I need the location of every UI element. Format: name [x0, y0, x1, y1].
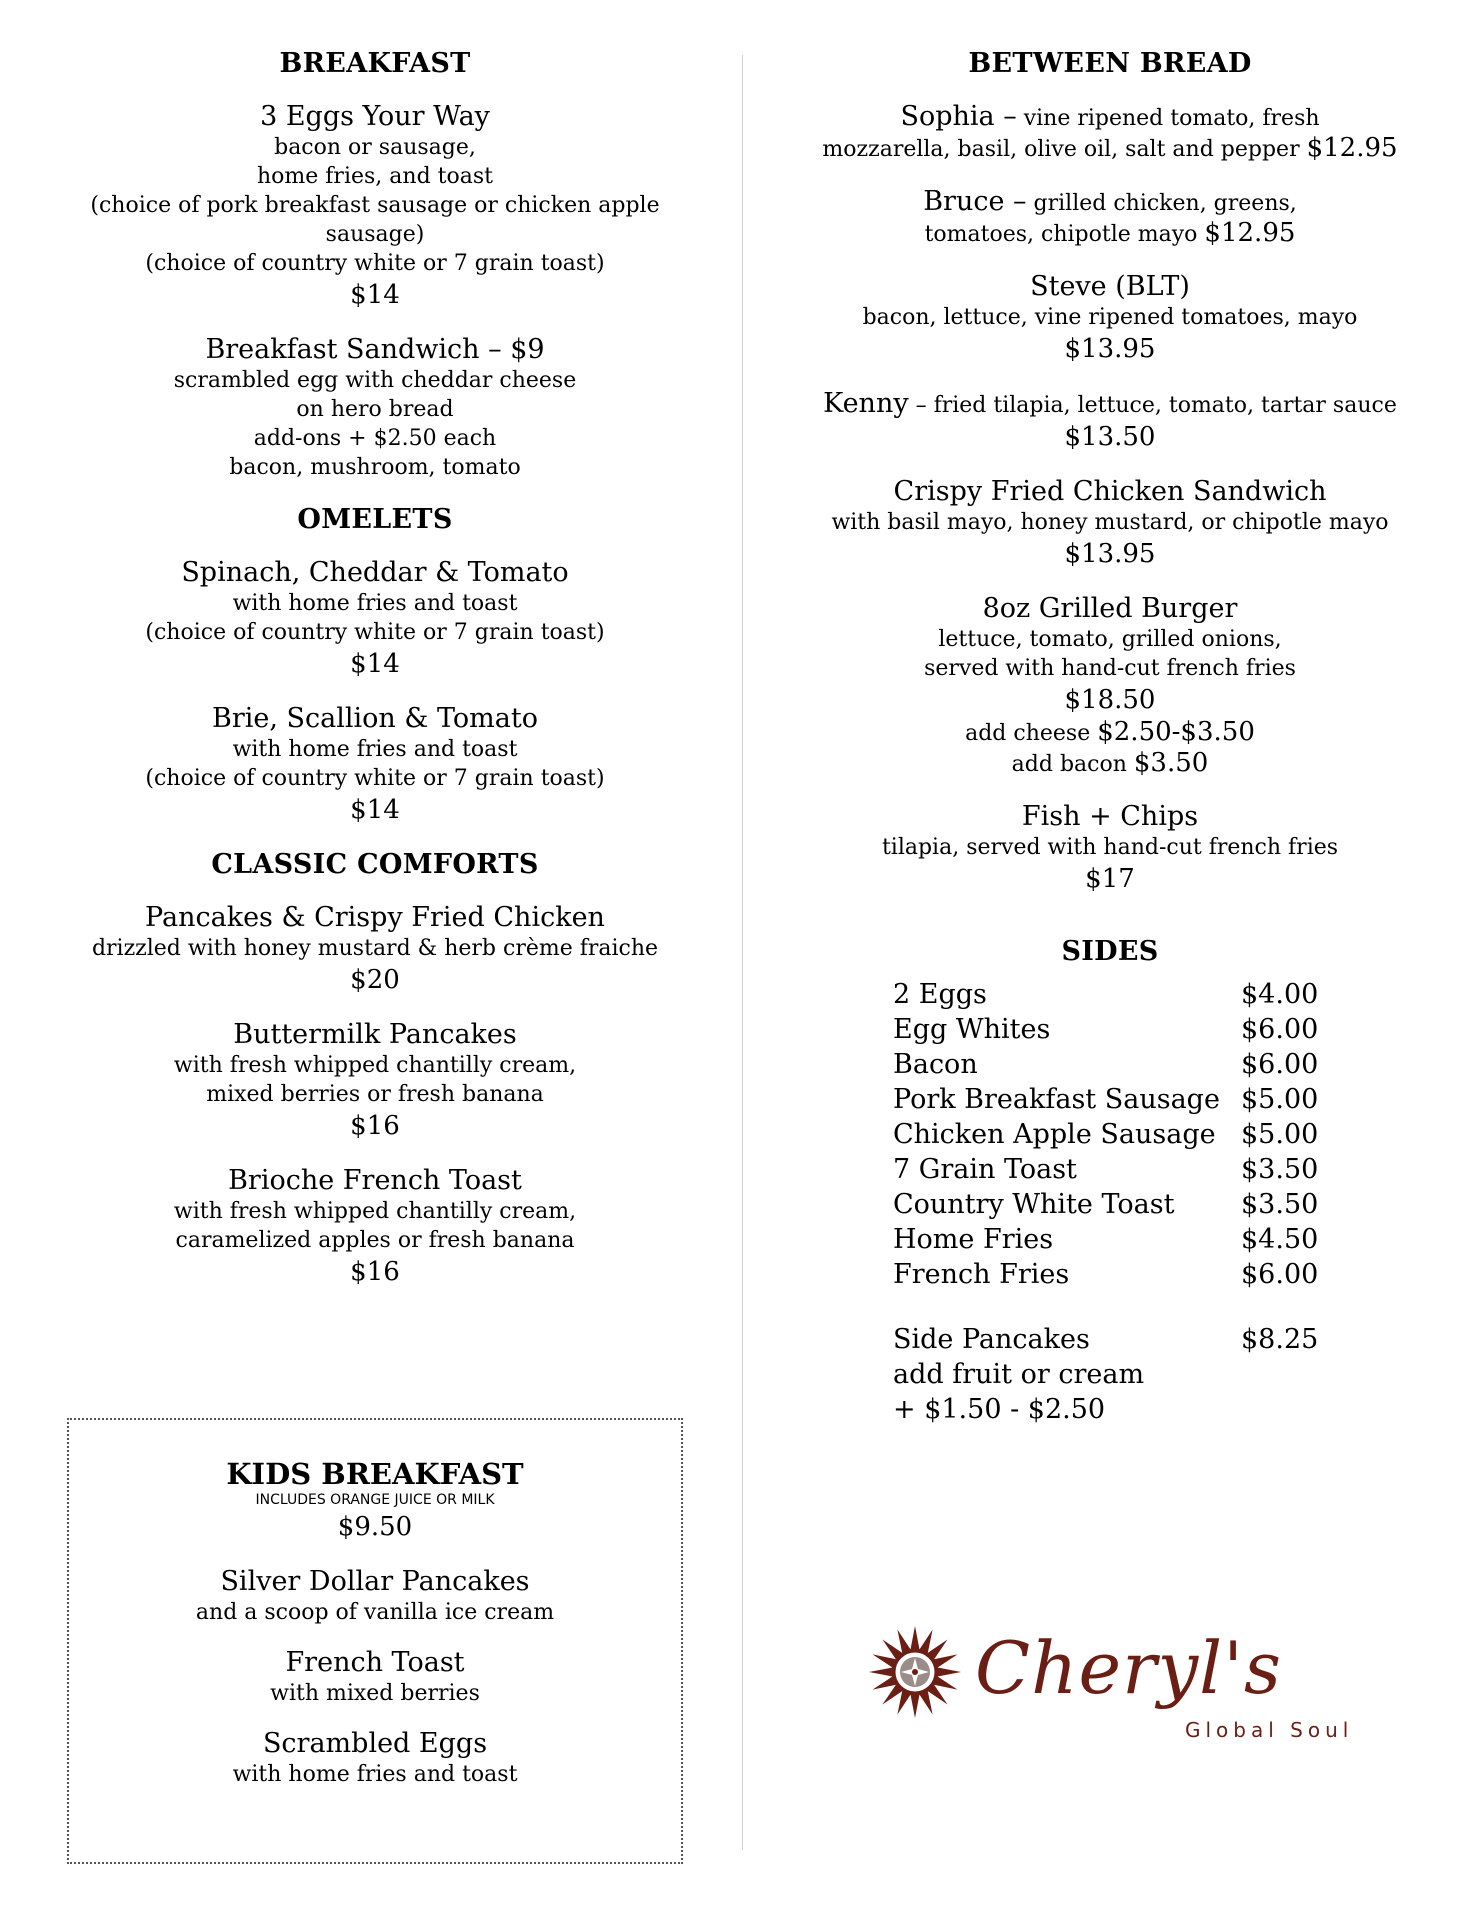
side-name: French Fries: [893, 1259, 1070, 1290]
addon-label: add cheese: [965, 721, 1098, 746]
item-desc: tomatoes, chipotle mayo: [924, 222, 1205, 247]
item-price: $17: [1085, 864, 1135, 894]
side-name: Country White Toast: [893, 1189, 1175, 1220]
side-row: [893, 1222, 1400, 1257]
item-desc: (choice of pork breakfast sausage or chicken apple sausage): [90, 193, 660, 247]
section-title-classic-comforts: CLASSIC COMFORTS: [211, 849, 539, 880]
item-price: $12.95: [1204, 218, 1296, 248]
kids-breakfast-box: [67, 1418, 683, 1864]
menu-item: [69, 1728, 681, 1789]
side-name: Bacon: [893, 1049, 978, 1080]
side-price: $3.50: [1241, 1154, 1319, 1185]
menu-item: [40, 902, 710, 997]
side-row: [893, 1187, 1400, 1222]
item-desc: with fresh whipped chantilly cream,: [173, 1053, 577, 1078]
side-price: $4.00: [1241, 979, 1319, 1010]
right-column: [820, 48, 1400, 1427]
section-title-breakfast: BREAKFAST: [279, 48, 471, 79]
item-name: Bruce –: [923, 186, 1027, 217]
sides-list: [893, 977, 1400, 1427]
item-name: Spinach, Cheddar & Tomato: [181, 557, 569, 588]
side-name: 7 Grain Toast: [893, 1154, 1077, 1185]
item-desc: tilapia, served with hand-cut french fries: [881, 835, 1339, 860]
section-title-kids-breakfast: KIDS BREAKFAST: [226, 1457, 524, 1491]
side-row: [893, 1257, 1400, 1292]
item-price: $13.50: [1064, 422, 1156, 452]
item-name: Crispy Fried Chicken Sandwich: [893, 476, 1327, 507]
addon-label: add bacon: [1011, 752, 1134, 777]
item-name: Scrambled Eggs: [262, 1728, 488, 1759]
item-desc: and a scoop of vanilla ice cream: [195, 1600, 555, 1625]
side-row: [893, 1082, 1400, 1117]
item-desc: (choice of country white or 7 grain toast): [145, 251, 605, 276]
item-name: Fish + Chips: [1021, 801, 1199, 832]
item-desc: lettuce, tomato, grilled onions,: [938, 627, 1282, 652]
item-desc: (choice of country white or 7 grain toast): [145, 620, 605, 645]
side-row: [893, 1047, 1400, 1082]
item-desc: on hero bread: [296, 397, 454, 422]
menu-item: [40, 1165, 710, 1289]
item-desc: scrambled egg with cheddar cheese: [173, 368, 577, 393]
item-price: $18.50: [1064, 685, 1156, 715]
addon-price: $3.50: [1133, 748, 1209, 778]
menu-item: [69, 1647, 681, 1708]
menu-item-steve: [820, 271, 1400, 366]
logo-tagline: Global Soul: [1185, 1718, 1354, 1742]
menu-item-bruce: [820, 186, 1400, 249]
item-name: Silver Dollar Pancakes: [220, 1566, 530, 1597]
item-desc: with fresh whipped chantilly cream,: [173, 1199, 577, 1224]
item-price: $16: [350, 1111, 400, 1141]
item-desc: – fried tilapia, lettuce, tomato, tartar sauce: [908, 393, 1397, 418]
side-price: $5.00: [1241, 1084, 1319, 1115]
side-price: $3.50: [1241, 1189, 1319, 1220]
menu-item-crispy-chicken: [820, 476, 1400, 571]
side-price: $6.00: [1241, 1259, 1319, 1290]
item-name: French Toast: [285, 1647, 465, 1678]
item-name: Brioche French Toast: [228, 1165, 522, 1196]
item-desc: served with hand-cut french fries: [924, 656, 1296, 681]
item-price: $20: [350, 965, 400, 995]
item-desc: with mixed berries: [270, 1681, 480, 1706]
side-note: add fruit or cream: [893, 1359, 1145, 1390]
addon-price: $2.50-$3.50: [1097, 717, 1255, 747]
menu-item: [40, 1019, 710, 1143]
kids-subtitle: INCLUDES ORANGE JUICE OR MILK: [255, 1492, 495, 1508]
item-desc: (choice of country white or 7 grain toast): [145, 766, 605, 791]
item-price: $14: [350, 649, 400, 679]
item-price: $16: [350, 1257, 400, 1287]
item-price: $13.95: [1064, 539, 1156, 569]
item-name: Steve (BLT): [1030, 271, 1190, 302]
menu-item-fish-chips: [820, 801, 1400, 896]
side-name: Pork Breakfast Sausage: [893, 1084, 1220, 1115]
item-desc: add-ons + $2.50 each: [253, 426, 497, 451]
side-price: $5.00: [1241, 1119, 1319, 1150]
menu-item: [40, 101, 710, 312]
side-row: [893, 1117, 1400, 1152]
item-name: Brie, Scallion & Tomato: [212, 703, 538, 734]
item-name: Sophia –: [900, 101, 1017, 132]
side-row: [893, 1152, 1400, 1187]
side-name: Side Pancakes: [893, 1324, 1090, 1355]
item-desc: with home fries and toast: [232, 737, 518, 762]
menu-item-burger: [820, 593, 1400, 779]
item-price: $14: [350, 795, 400, 825]
item-desc: with basil mayo, honey mustard, or chipotle mayo: [831, 510, 1389, 535]
menu-item-sophia: [820, 101, 1400, 164]
side-price: $4.50: [1241, 1224, 1319, 1255]
item-name: Kenny: [823, 388, 909, 419]
side-name: Egg Whites: [893, 1014, 1051, 1045]
item-desc: bacon or sausage,: [274, 135, 476, 160]
menu-item: [40, 703, 710, 827]
item-desc: grilled chicken, greens,: [1026, 191, 1297, 216]
logo-script-text: Cheryl's: [975, 1626, 1282, 1710]
side-name: 2 Eggs: [893, 979, 987, 1010]
side-price: $8.25: [1241, 1324, 1319, 1355]
menu-item: [40, 334, 710, 482]
section-title-sides: SIDES: [1061, 936, 1159, 967]
side-price: $6.00: [1241, 1014, 1319, 1045]
sun-emblem-icon: [865, 1622, 965, 1722]
menu-item: [69, 1566, 681, 1627]
side-price: $6.00: [1241, 1049, 1319, 1080]
side-row: [893, 977, 1400, 1012]
item-name: Breakfast Sandwich – $9: [205, 334, 545, 365]
side-row: [893, 1012, 1400, 1047]
item-name: Buttermilk Pancakes: [233, 1019, 517, 1050]
cheryls-logo: [865, 1622, 1365, 1752]
item-name: 3 Eggs Your Way: [260, 101, 490, 132]
menu-item-kenny: [820, 388, 1400, 454]
kids-price: $9.50: [337, 1512, 413, 1542]
item-price: $12.95: [1306, 133, 1398, 163]
item-desc: caramelized apples or fresh banana: [175, 1228, 575, 1253]
item-desc: mozzarella, basil, olive oil, salt and pepper: [822, 137, 1307, 162]
item-desc: bacon, lettuce, vine ripened tomatoes, mayo: [862, 305, 1358, 330]
item-price: $14: [350, 280, 400, 310]
side-note: + $1.50 - $2.50: [893, 1394, 1106, 1425]
item-name: Pancakes & Crispy Fried Chicken: [145, 902, 605, 933]
item-desc: bacon, mushroom, tomato: [229, 455, 521, 480]
menu-item: [40, 557, 710, 681]
item-desc: home fries, and toast: [257, 164, 493, 189]
item-price: $13.95: [1064, 334, 1156, 364]
item-desc: vine ripened tomato, fresh: [1016, 106, 1320, 131]
side-name: Home Fries: [893, 1224, 1054, 1255]
section-title-omelets: OMELETS: [297, 504, 453, 535]
item-desc: with home fries and toast: [232, 591, 518, 616]
side-name: Chicken Apple Sausage: [893, 1119, 1216, 1150]
side-row-pancakes: [893, 1322, 1400, 1357]
item-desc: with home fries and toast: [232, 1762, 518, 1787]
left-column: [40, 48, 710, 1311]
section-title-between-bread: BETWEEN BREAD: [968, 48, 1252, 79]
column-divider: [742, 55, 743, 1850]
item-desc: mixed berries or fresh banana: [206, 1082, 544, 1107]
item-desc: drizzled with honey mustard & herb crème fraiche: [91, 936, 659, 961]
item-name: 8oz Grilled Burger: [982, 593, 1238, 624]
